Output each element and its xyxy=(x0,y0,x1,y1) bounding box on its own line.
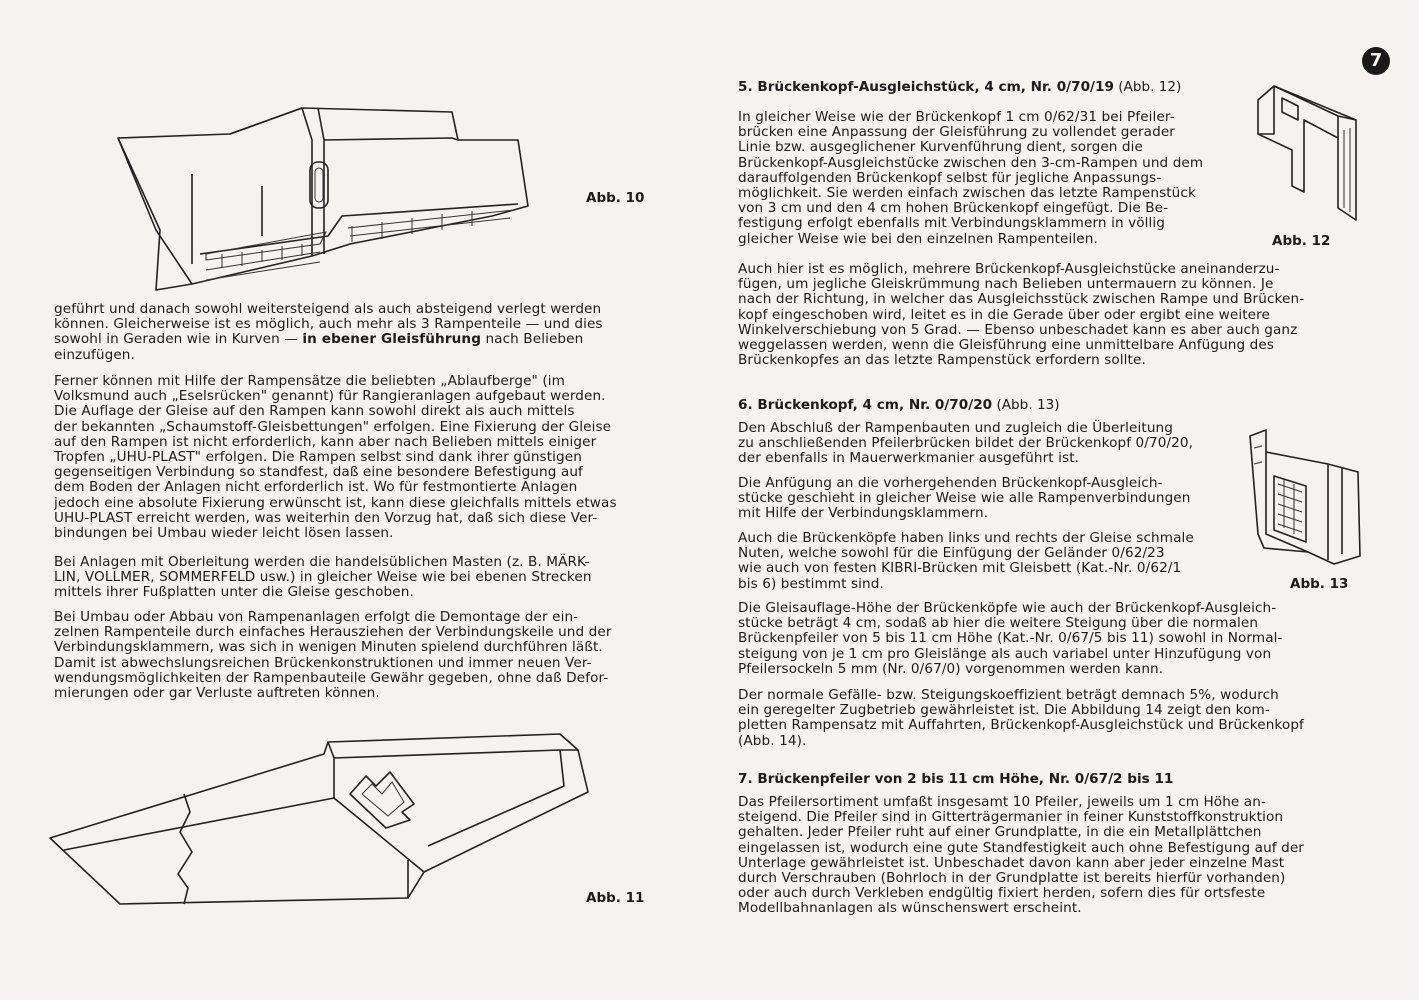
section-5-ref: (Abb. 12) xyxy=(1118,79,1182,95)
section-6-ref: (Abb. 13) xyxy=(996,397,1060,413)
figure-caption-abb11: Abb. 11 xyxy=(586,890,645,906)
section-6-paragraph-5: Der normale Gefälle- bzw. Steigungskoeffizient beträgt demnach 5%, wodurch ein geregelter Zugbetrieb gewährleistet ist. Die Abbildung 14 zeigt den kom- pletten Rampensatz mit Auffahrten, Brückenkopf-Ausgleichstück und Brückenkopf (Abb. 14). xyxy=(738,687,1304,749)
left-paragraph-3: Bei Anlagen mit Oberleitung werden die handelsüblichen Masten (z. B. MÄRK- LIN, VOLLMER, SOMMERFELD usw.) in gleicher Weise wie bei ebenen Strecken mittels ihrer Fußplatten unter die Gleise geschoben. xyxy=(54,554,592,601)
bridgehead-compensator-illustration xyxy=(1252,80,1366,230)
left-paragraph-1-end: nach Belieben einzufügen. xyxy=(54,331,584,363)
left-paragraph-2: Ferner können mit Hilfe der Rampensätze die beliebten „Ablaufberge" (im Volksmund auch „Eselsrücken" genannt) für Rangieranlagen aufgebaut werden. Die Auflage der Gleise auf den Rampen kann sowohl direkt als auch mittels der bekannten „Schaumstoff-Gleisbettungen" erfolgen. Eine Fixierung der Gleise auf den Rampen ist nicht erforderlich, kann aber nach Belieben mittels einiger Tropfen „UHU-PLAST" erfolgen. Die Rampen selbst sind dank ihrer günstigen gegenseitigen Verbindung so standfest, daß eine besondere Befestigung auf dem Boden der Anlagen nicht erforderlich ist. Wo für festmontierte Anlagen jedoch eine absolute Fixierung erwünscht ist, kann diese gleichfalls mittels etwas UHU-PLAST erreicht werden, was weiterhin den Vorzug hat, daß sich diese Ver- bindungen bei Umbau wieder leicht lösen lassen. xyxy=(54,373,617,542)
section-5-paragraph-1: In gleicher Weise wie der Brückenkopf 1 cm 0/62/31 bei Pfeiler- brücken eine Anpassung der Gleisführung zu vollendet gerader Linie bzw. ausgeglichener Kurvenführung dient, sorgen die Brückenkopf-Ausgleichstücke zwischen den 3-cm-Rampen und dem darauffolgenden Brückenkopf selbst für jegliche Anpassungs- möglichkeit. Sie werden einfach zwischen das letzte Rampenstück von 3 cm und den 4 cm hohen Brückenkopf eingefügt. Die Be- festigung erfolgt ebenfalls mit Verbindungsklammern in völlig gleicher Weise wie bei den einzelnen Rampenteilen. xyxy=(738,109,1204,247)
section-7-paragraph-1: Das Pfeilersortiment umfaßt insgesamt 10 Pfeiler, jeweils um 1 cm Höhe an- steigend. Die Pfeiler sind in Gitterträgermanier in feiner Kunststoffkonstruktion gehalten. Jeder Pfeiler ruht auf einer Grundplatte, in die ein Metallplättchen eingelassen ist, wodurch eine gute Standfestigkeit auch ohne Befestigung auf der Unterlage gewährleistet ist. Unbeschadet davon kann aber jeder einzelne Mast durch Verschrauben (Bohrloch in der Grundplatte ist bereits hierfür vorhanden) oder auch durch Verkleben endgültig fixiert herden, sofern dies für ortsfeste Modellbahnanlagen als wünschenswert erscheint. xyxy=(738,794,1304,917)
section-6-paragraph-2: Die Anfügung an die vorhergehenden Brückenkopf-Ausgleich- stücke geschieht in gleicher Weise wie alle Rampenverbindungen mit Hilfe der Verbindungsklammern. xyxy=(738,475,1191,522)
left-paragraph-1-bold: in ebener Gleisführung xyxy=(302,331,482,348)
bridgehead-illustration xyxy=(1244,424,1368,572)
left-paragraph-4: Bei Umbau oder Abbau von Rampenanlagen erfolgt die Demontage der ein- zelnen Rampenteile durch einfaches Herausziehen der Verbindungskeile und der Verbindungsklammern, was sich in wenigen Minuten spielend durchführen läßt. Damit ist abwechslungsreichen Brückenkonstruktionen und immer neuen Ver- wendungsmöglichkeiten der Rampenbauteile Gewähr gegeben, ohne daß Defor- mierungen oder gar Verluste auftreten können. xyxy=(54,609,612,702)
section-6-heading xyxy=(738,397,1060,413)
figure-caption-abb10: Abb. 10 xyxy=(586,190,645,206)
section-5-paragraph-2: Auch hier ist es möglich, mehrere Brückenkopf-Ausgleichstücke aneinanderzu- fügen, um jegliche Gleiskrümmung nach Belieben untermauern zu können. Je nach der Richtung, in welcher das Ausgleichsstück zwischen Rampe und Brücken- kopf eingeschoben wird, leitet es in die Gerade über oder ergibt eine weitere Winkelverschiebung von 5 Grad. — Ebenso unbeschadet kann es aber auch ganz weggelassen werden, wenn die Gleisführung eine unmittelbare Anfügung des Brückenkopfes an das letzte Rampenstück erfordern sollte. xyxy=(738,261,1305,369)
section-6-paragraph-4: Die Gleisauflage-Höhe der Brückenköpfe wie auch der Brückenkopf-Ausgleich- stücke beträgt 4 cm, sodaß ab hier die weitere Steigung über die normalen Brückenpfeiler von 5 bis 11 cm Höhe (Kat.-Nr. 0/67/5 bis 11) sowohl in Normal- steigung von je 1 cm pro Gleislänge als auch variabel unter Hinzufügung von Pfeilersockeln 5 mm (Nr. 0/67/0) vorgenommen werden kann. xyxy=(738,600,1283,677)
section-5-title: 5. Brückenkopf-Ausgleichstück, 4 cm, Nr. 0/70/19 xyxy=(738,79,1114,95)
left-paragraph-1 xyxy=(54,302,680,363)
section-7-heading xyxy=(738,771,1173,787)
section-7-title: 7. Brückenpfeiler von 2 bis 11 cm Höhe, Nr. 0/67/2 bis 11 xyxy=(738,771,1174,787)
ramp-connection-illustration xyxy=(44,722,604,912)
left-paragraph-1-text: geführt und danach sowohl weitersteigend als auch absteigend verlegt werden können. Gleicherweise ist es möglich, auch mehr als 3 Rampenteile — und dies sowohl in Geraden wie in Kurven — xyxy=(54,301,603,348)
section-6-paragraph-1: Den Abschluß der Rampenbauten und zugleich die Überleitung zu anschließenden Pfeilerbrücken bildet der Brückenkopf 0/70/20, der ebenfalls in Mauerwerkmanier ausgeführt ist. xyxy=(738,420,1194,467)
page-number-badge: 7 xyxy=(1362,47,1390,75)
figure-caption-abb13: Abb. 13 xyxy=(1290,576,1349,592)
section-6-title: 6. Brückenkopf, 4 cm, Nr. 0/70/20 xyxy=(738,397,993,413)
section-6-paragraph-3: Auch die Brückenköpfe haben links und rechts der Gleise schmale Nuten, welche sowohl für die Einfügung der Geländer 0/62/23 wie auch von festen KIBRI-Brücken mit Gleisbett (Kat.-Nr. 0/62/1 bis 6) bestimmt sind. xyxy=(738,530,1194,592)
figure-caption-abb12: Abb. 12 xyxy=(1272,233,1331,249)
ramp-pieces-illustration xyxy=(112,104,552,294)
section-5-heading xyxy=(738,79,1181,95)
